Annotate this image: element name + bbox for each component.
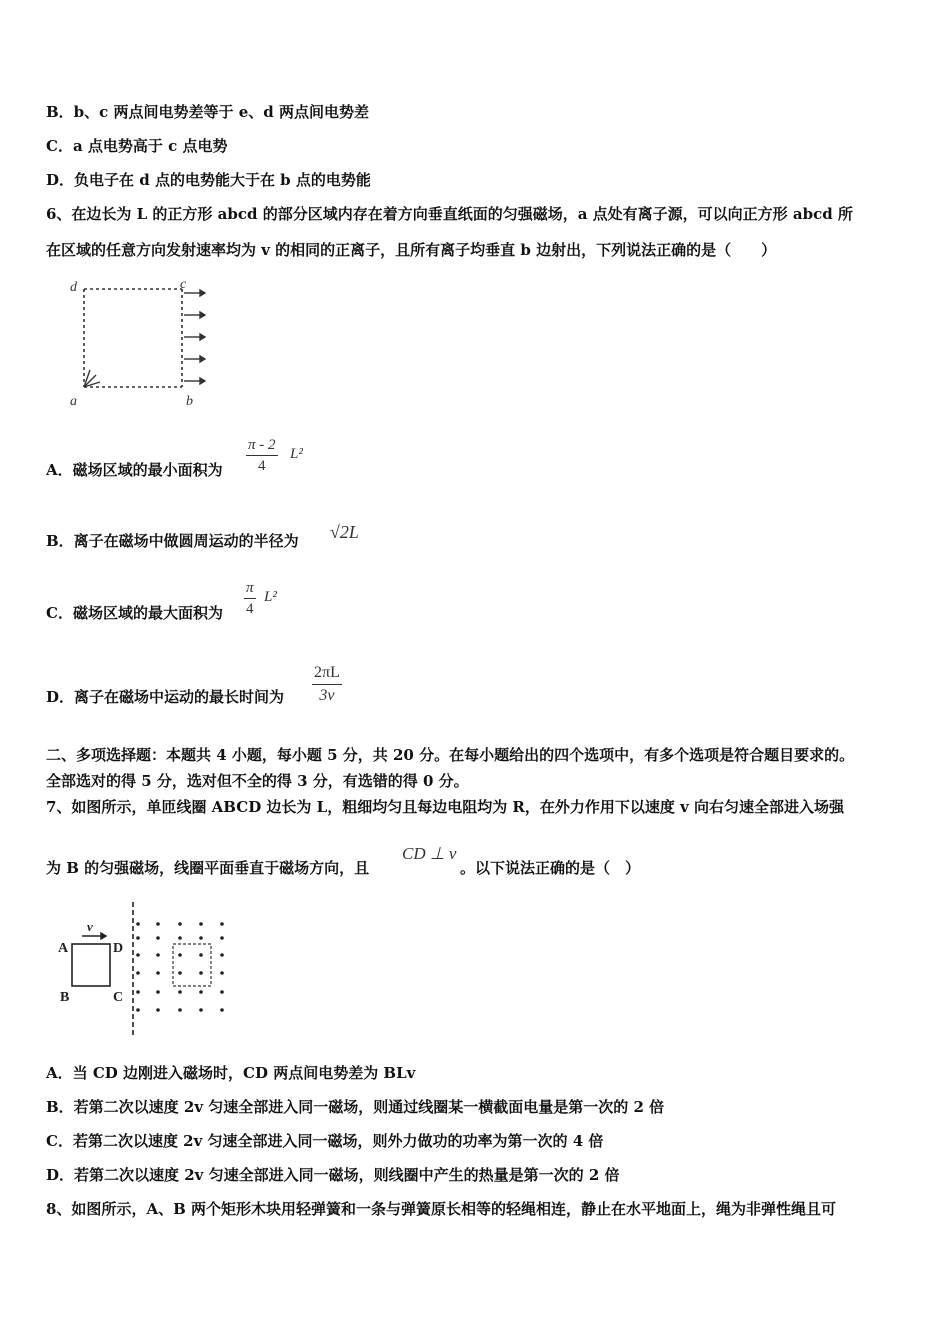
q7-stem-line1: 7、如图所示，单匝线圈 ABCD 边长为 L，粗细均匀且每边电阻均为 R，在外力作用下以速度 v 向右匀速全部进入场强 [46, 798, 845, 816]
q7-option-b: B．若第二次以速度 2v 匀速全部进入同一磁场，则通过线圈某一横截面电量是第一次的 2 倍 [46, 1098, 665, 1116]
q7-option-c: C．若第二次以速度 2v 匀速全部进入同一磁场，则外力做功的功率为第一次的 4 倍 [46, 1132, 604, 1150]
label-a: a [70, 394, 77, 409]
q6-option-a-tail: L² [290, 446, 303, 462]
section2-line1: 二、多项选择题：本题共 4 小题，每小题 5 分，共 20 分。在每小题给出的四个选项中，有多个选项是符合题目要求的。 [46, 746, 855, 764]
q6-figure [60, 275, 220, 410]
q6-option-b-math: √2L [330, 522, 359, 542]
q7-option-a: A．当 CD 边刚进入磁场时，CD 两点间电势差为 BLv [46, 1064, 416, 1082]
q6-option-b: B．离子在磁场中做圆周运动的半径为 [46, 532, 299, 550]
label-b: b [186, 394, 193, 409]
coil-abcd [72, 944, 110, 986]
q6-option-d: D．离子在磁场中运动的最长时间为 [46, 688, 285, 706]
coil-in-field [173, 944, 211, 986]
q7-option-d: D．若第二次以速度 2v 匀速全部进入同一磁场，则线圈中产生的热量是第一次的 2 倍 [46, 1166, 620, 1184]
label-B: B [60, 990, 70, 1005]
q6-option-d-fraction: $\frac{2\pi L}{3v}$ [312, 662, 342, 707]
label-d: d [70, 280, 77, 295]
label-D: D [113, 941, 124, 956]
q7-figure [55, 900, 240, 1040]
q5-option-c: C．a 点电势高于 c 点电势 [46, 137, 228, 155]
q6-option-c-fraction: $\frac{\pi}{4}$ [246, 580, 254, 617]
q7-stem-line2-pre: 为 B 的匀强磁场，线圈平面垂直于磁场方向，且 [46, 859, 370, 877]
q8-stem-line1: 8、如图所示，A、B 两个矩形木块用轻弹簧和一条与弹簧原长相等的轻绳相连，静止在水平地面上，绳为非弹性绳且可 [46, 1200, 836, 1218]
q6-stem-line1: 6、在边长为 L 的正方形 abcd 的部分区域内存在着方向垂直纸面的匀强磁场，a 点处有离子源，可以向正方形 abcd 所 [46, 205, 853, 223]
q7-stem-math: CD ⊥ v [402, 844, 457, 863]
q6-option-a: A．磁场区域的最小面积为 [46, 461, 223, 479]
q5-option-b: B．b、c 两点间电势差等于 e、d 两点间电势差 [46, 103, 369, 121]
q6-option-a-fraction: $\frac{\pi - 2}{4}$ [248, 437, 276, 474]
q6-stem-line2: 在区域的任意方向发射速率均为 v 的相同的正离子，且所有离子均垂直 b 边射出，下列说法正确的是（ ） [46, 241, 777, 259]
q6-option-c-tail: L² [264, 589, 277, 605]
q6-option-c: C．磁场区域的最大面积为 [46, 604, 223, 622]
label-C: C [113, 990, 124, 1005]
label-v: v [87, 919, 93, 934]
section2-line2: 全部选对的得 5 分，选对但不全的得 3 分，有选错的得 0 分。 [46, 772, 469, 790]
q7-stem-line2-post: 。以下说法正确的是（ ） [460, 859, 641, 877]
label-c: c [180, 277, 187, 292]
label-A: A [58, 941, 69, 956]
q5-option-d: D．负电子在 d 点的电势能大于在 b 点的电势能 [46, 171, 371, 189]
